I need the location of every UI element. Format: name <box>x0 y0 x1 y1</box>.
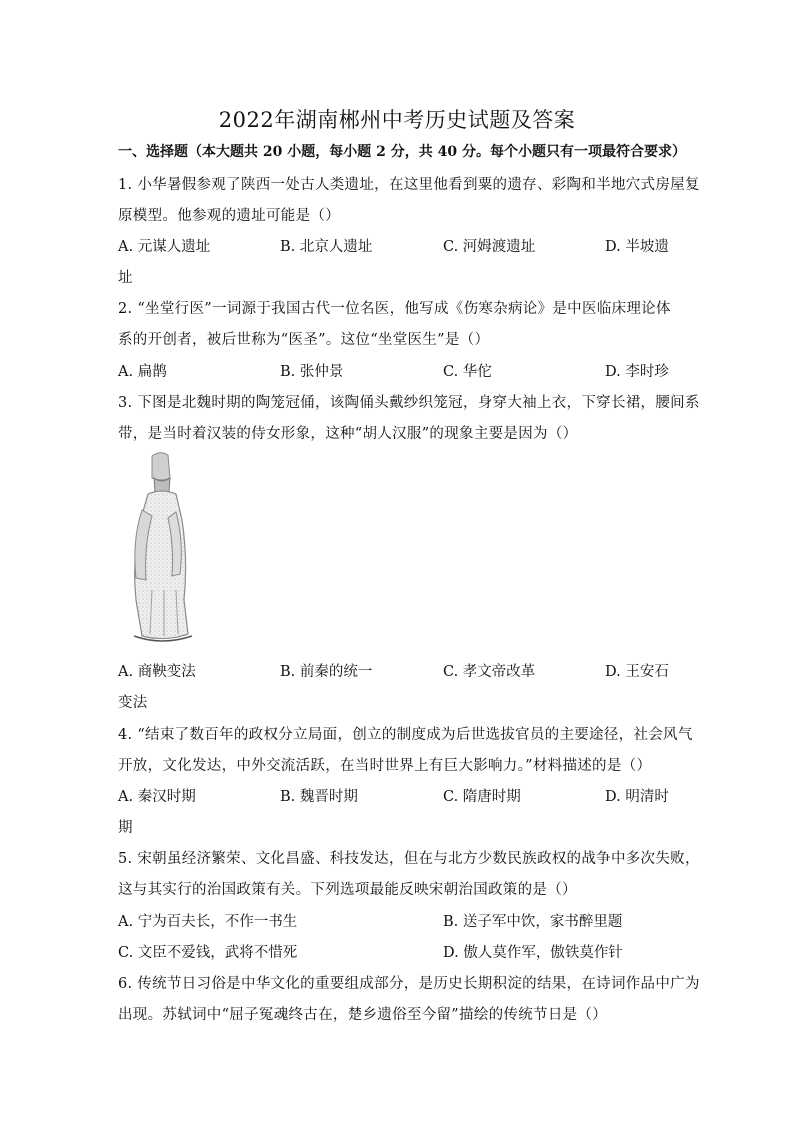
question-1-option-d: D. 半坡遗 <box>605 239 669 255</box>
page-title: 2022年湖南郴州中考历史试题及答案 <box>218 108 576 132</box>
question-4-option-d: D. 明清时 <box>605 789 669 805</box>
question-4-option-a: A. 秦汉时期 <box>118 789 196 805</box>
question-5-option-a: A. 宁为百夫长，不作一书生 <box>118 914 298 930</box>
question-5-line-2: 这与其实行的治国政策有关。下列选项最能反映宋朝治国政策的是（） <box>118 882 577 898</box>
question-3-option-b: B. 前秦的统一 <box>280 664 373 680</box>
question-4-option-c: C. 隋唐时期 <box>443 789 521 805</box>
question-3-line-1: 3. 下图是北魏时期的陶笼冠俑，该陶俑头戴纱织笼冠，身穿大袖上衣，下穿长裙，腰间系 <box>118 395 700 411</box>
question-2-option-c: C. 华佗 <box>443 364 492 380</box>
question-4-line-2: 开放，文化发达，中外交流活跃，在当时世界上有巨大影响力。”材料描述的是（） <box>118 758 652 774</box>
question-1-option-a: A. 元谋人遗址 <box>118 239 211 255</box>
section-heading: 一、选择题（本大题共 20 小题，每小题 2 分，共 40 分。每个小题只有一项最符合要求） <box>118 144 686 160</box>
question-6-line-2: 出现。苏轼词中“屈子冤魂终古在，楚乡遗俗至今留”描绘的传统节日是（） <box>118 1007 608 1023</box>
question-2-option-d: D. 李时珍 <box>605 364 669 380</box>
question-1-option-b: B. 北京人遗址 <box>280 239 373 255</box>
question-2-option-a: A. 扁鹊 <box>118 364 167 380</box>
question-6-line-1: 6. 传统节日习俗是中华文化的重要组成部分，是历史长期积淀的结果，在诗词作品中广为 <box>118 976 700 992</box>
question-3-line-2: 带，是当时着汉装的侍女形象，这种“胡人汉服”的现象主要是因为（） <box>118 426 578 442</box>
question-1-line-1: 1. 小华暑假参观了陕西一处古人类遗址，在这里他看到粟的遗存、彩陶和半地穴式房屋复 <box>118 177 700 193</box>
question-3-option-c: C. 孝文帝改革 <box>443 664 536 680</box>
pottery-figurine-image <box>122 450 198 645</box>
question-5-option-c: C. 文臣不爱钱，武将不惜死 <box>118 945 298 961</box>
question-5-option-d: D. 傲人莫作军，傲铁莫作针 <box>443 945 623 961</box>
question-1-option-c: C. 河姆渡遗址 <box>443 239 536 255</box>
question-5-option-b: B. 送子军中饮，家书醉里题 <box>443 914 623 930</box>
question-5-line-1: 5. 宋朝虽经济繁荣、文化昌盛、科技发达，但在与北方少数民族政权的战争中多次失败， <box>118 851 700 867</box>
question-4-option-b: B. 魏晋时期 <box>280 789 358 805</box>
question-2-line-2: 系的开创者，被后世称为“医圣”。这位“坐堂医生”是（） <box>118 332 490 348</box>
question-1-line-2: 原模型。他参观的遗址可能是（） <box>118 208 340 224</box>
question-2-option-b: B. 张仲景 <box>280 364 344 380</box>
question-3-option-d: D. 王安石 <box>605 664 669 680</box>
question-4-line-1: 4. “结束了数百年的政权分立局面，创立的制度成为后世选拔官员的主要途径，社会风气 <box>118 727 693 743</box>
question-3-option-d-wrap: 变法 <box>118 695 148 711</box>
question-4-option-d-wrap: 期 <box>118 820 133 836</box>
question-2-line-1: 2. “坐堂行医”一词源于我国古代一位名医，他写成《伤寒杂病论》是中医临床理论体 <box>118 301 671 317</box>
question-1-option-d-wrap: 址 <box>118 270 133 286</box>
question-3-option-a: A. 商鞅变法 <box>118 664 196 680</box>
